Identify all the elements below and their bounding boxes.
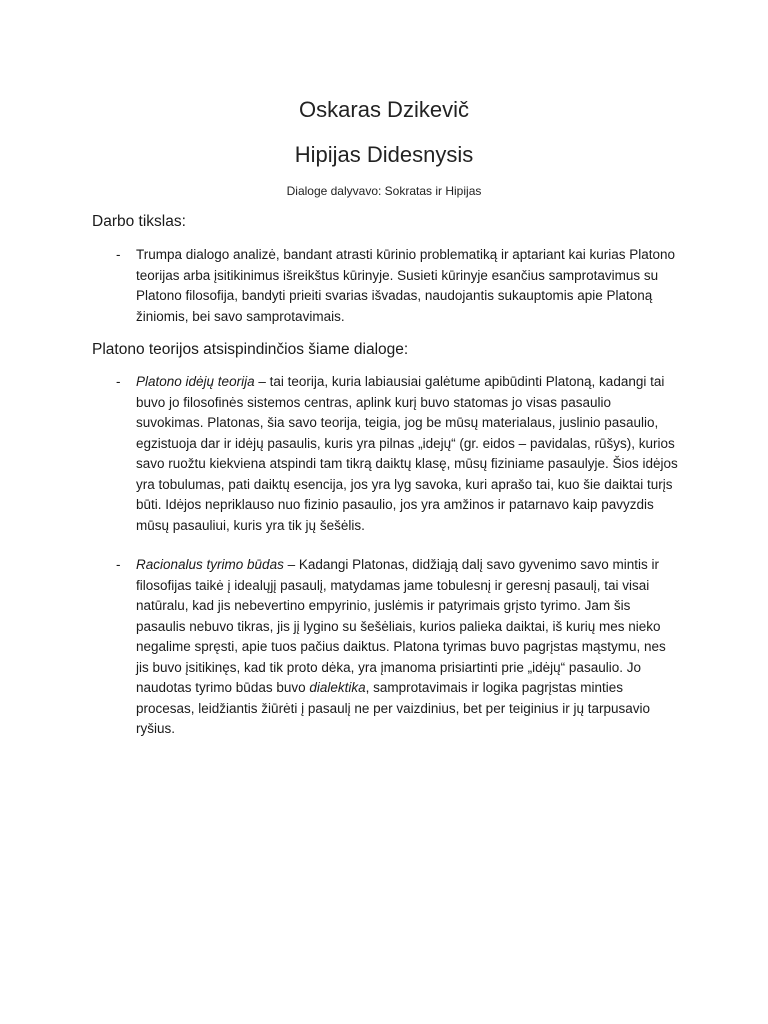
- bullet-dash: -: [116, 374, 121, 389]
- list-item-goal: [92, 245, 692, 327]
- document-title: Hipijas Didesnysis: [294, 142, 474, 167]
- list-item-text: Trumpa dialogo analizė, bandant atrasti kūrinio problematiką ir aptariant kai kurias Platono teorijas arba įsitikinimus išreikštus kūrinyje. Susieti kūrinyje esančius samprotavimus su Platono filosofija, bandyti prieiti svarias išvadas, naudojantis sukauptomis apie Platoną žiniomis, bei savo samprotavimais.: [136, 247, 676, 324]
- list-item-lead: Racionalus tyrimo būdas: [136, 557, 284, 572]
- list-item-text: [136, 372, 681, 536]
- section-heading-theories: Platono teorijos atsispindinčios šiame dialoge:: [92, 341, 409, 358]
- list-item-body: – tai teorija, kuria labiausiai galėtume apibūdinti Platoną, kadangi tai buvo jo filosofinės sistemos centras, aplink kurį buvo statomas jo visas pasaulio suvokimas. Platonas, šia savo teorija, teigia, jog be mūsų materialaus, juslinio pasaulio, egzistuoja dar ir idėjų pasaulis, kuris yra pilnas „idejų“ (gr. eidos – pavidalas, rūšys), kurios savo ruožtu kiekviena atspindi tam tikrą daiktų klasę, mūsų fiziniame pasaulyje. Šios idėjos yra tobulumas, pati daiktų esencija, jos yra lyg savoka, kuri aprašo tai, kuo šie daiktai turįs būti. Idėjos nepriklauso nuo fizinio pasaulio, jos yra amžinos ir patarnavo kaip pavyzdis mūsų pasauliui, kuris yra tik jų šešėlis.: [136, 374, 678, 533]
- document-subtitle: Dialoge dalyvavo: Sokratas ir Hipijas: [286, 184, 482, 198]
- list-item-idea-theory: [92, 372, 692, 536]
- author-name: Oskaras Dzikevič: [299, 97, 469, 122]
- list-item-rational-method: [92, 555, 692, 740]
- section-heading-goal: Darbo tikslas:: [92, 213, 186, 230]
- bullet-dash: -: [116, 247, 121, 262]
- list-item-text: [136, 555, 681, 740]
- list-item-body: – Kadangi Platonas, didžiąją dalį savo gyvenimo savo mintis ir filosofijas taikė į idealųjį pasaulį, matydamas jame tobulesnį ir geresnį pasaulį, tai visai natūralu, kad jis nebevertino empyrinio, juslėmis ir patyrimais grįsto tyrimo. Jam šis pasaulis nebuvo tikras, jis jį lygino su šešėliais, kurios palieka daiktai, iš kurių mes nieko negalime spręsti, apie tuos pačius daiktus. Platona tyrimas buvo pagrįstas mąstymu, nes jis buvo įsitikinęs, kad tik proto dėka, yra įmanoma prisiartinti prie „idėjų“ pasaulio. Jo naudotas tyrimo būdas buvo: [136, 557, 666, 695]
- list-item-lead: Platono idėjų teorija: [136, 374, 255, 389]
- list-item-body-end: , samprotavimais ir logika pagrįstas minties procesas, leidžiantis žiūrėti į pasaulį ne per vaizdinius, bet per teiginius ir jų tarpusavio ryšius.: [136, 680, 651, 736]
- list-item-emphasis: dialektika: [309, 680, 366, 695]
- bullet-dash: -: [116, 557, 121, 572]
